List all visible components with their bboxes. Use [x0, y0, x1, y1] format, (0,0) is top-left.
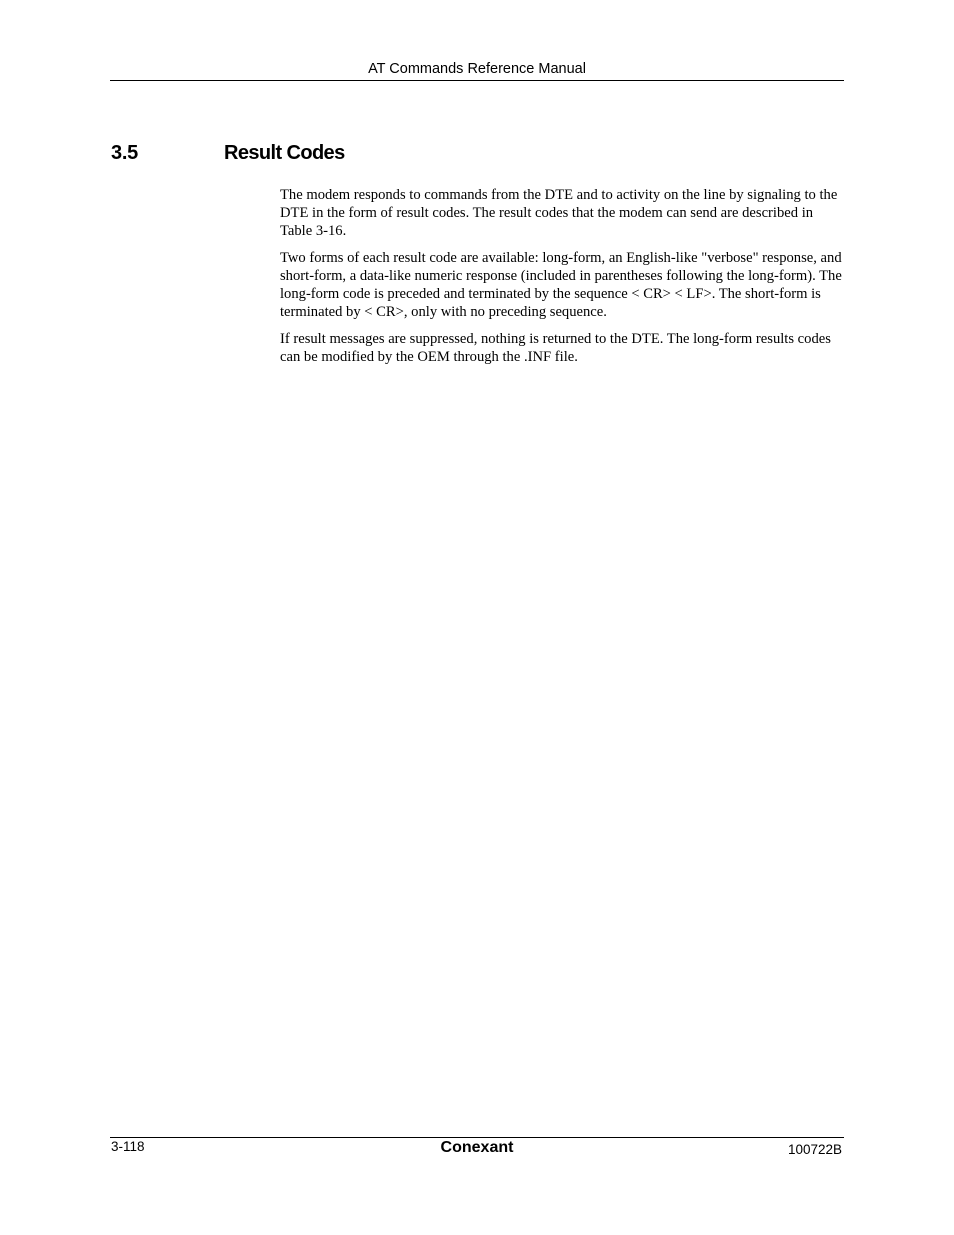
header-title: AT Commands Reference Manual	[368, 61, 586, 77]
body-paragraph: The modem responds to commands from the DTE and to activity on the line by signaling to the DTE in the form of result codes. The result codes that the modem can send are described in Table 3-16.	[280, 187, 838, 239]
body-paragraph: Two forms of each result code are available: long-form, an English-like "verbose" response, and short-form, a data-like numeric response (included in parentheses following the long-form). The long-form code is preceded and terminated by the sequence < CR> < LF>. The short-form is terminated by < CR>, only with no preceding sequence.	[280, 250, 842, 320]
page-number: 3-118	[111, 1139, 145, 1154]
body-paragraph: If result messages are suppressed, nothing is returned to the DTE. The long-form results codes can be modified by the OEM through the .INF file.	[280, 331, 831, 365]
section-title: Result Codes	[224, 142, 345, 164]
header-divider	[110, 80, 844, 81]
footer-divider	[110, 1137, 844, 1138]
section-body	[280, 186, 844, 375]
section-number: 3.5	[111, 142, 138, 164]
document-number: 100722B	[787, 1142, 842, 1157]
company-name: Conexant	[440, 1139, 514, 1156]
